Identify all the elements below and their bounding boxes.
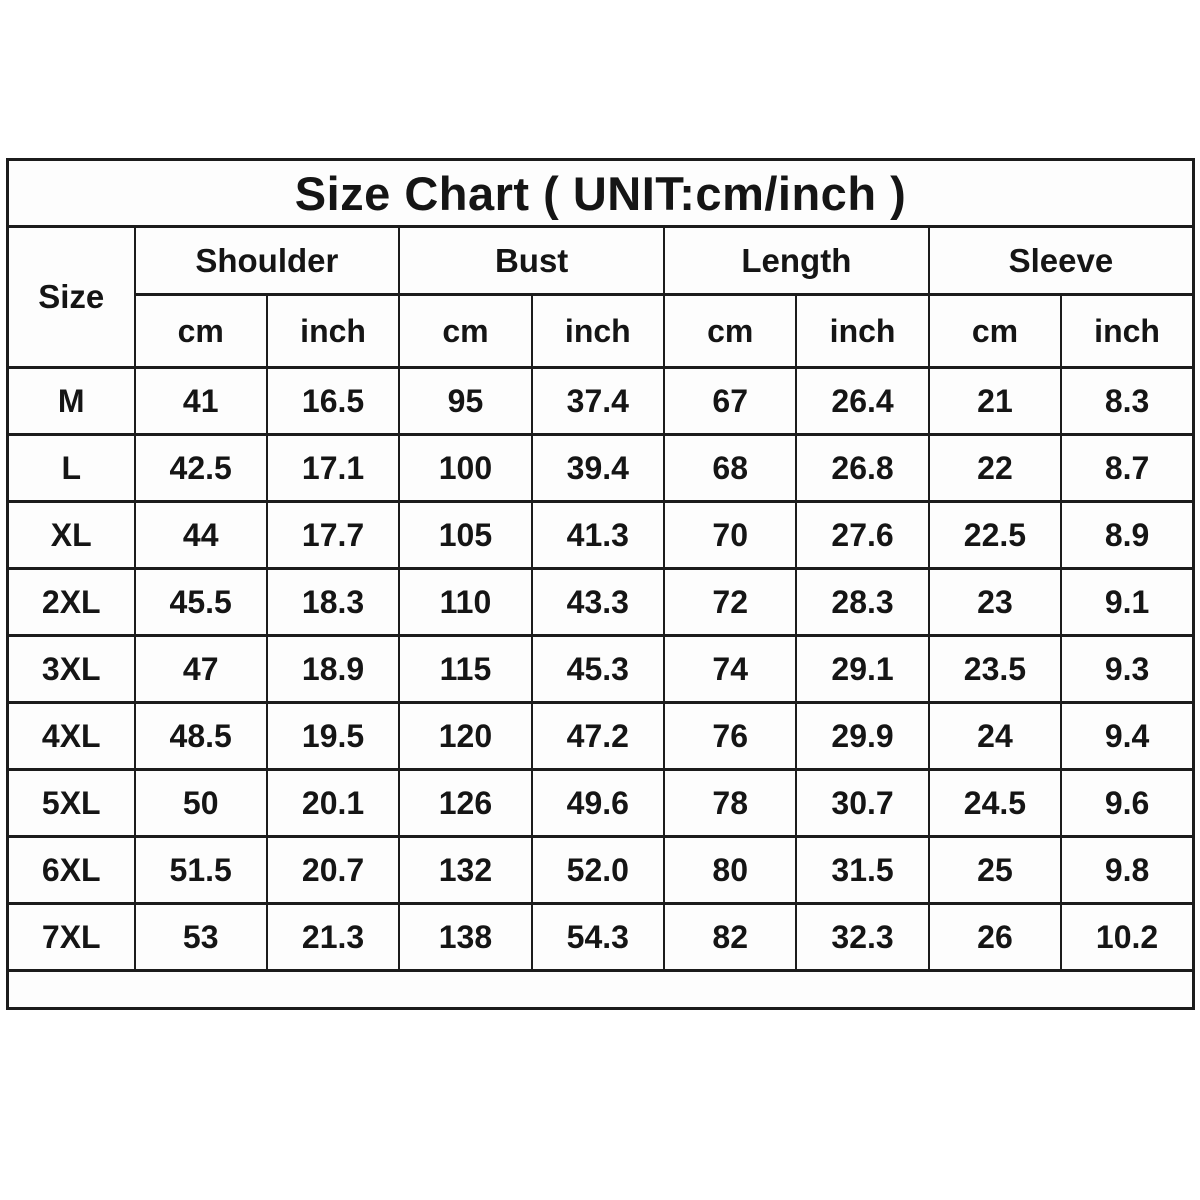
size-chart-table xyxy=(6,158,1195,1010)
unit-header-cm: cm xyxy=(399,295,531,368)
table-row xyxy=(8,368,1194,435)
table-row xyxy=(8,837,1194,904)
table-title: Size Chart ( UNIT:cm/inch ) xyxy=(8,160,1194,227)
group-header-bust: Bust xyxy=(399,227,664,295)
unit-header-inch: inch xyxy=(796,295,928,368)
measurement-cell: 82 xyxy=(664,904,796,971)
row-size-label: 7XL xyxy=(8,904,135,971)
table-row xyxy=(8,502,1194,569)
table-row xyxy=(8,703,1194,770)
measurement-cell: 67 xyxy=(664,368,796,435)
measurement-cell: 31.5 xyxy=(796,837,928,904)
measurement-cell: 21 xyxy=(929,368,1061,435)
unit-header-inch: inch xyxy=(267,295,399,368)
measurement-cell: 100 xyxy=(399,435,531,502)
unit-header-cm: cm xyxy=(664,295,796,368)
unit-header-inch: inch xyxy=(1061,295,1193,368)
measurement-cell: 25 xyxy=(929,837,1061,904)
group-header-length: Length xyxy=(664,227,929,295)
measurement-cell: 9.1 xyxy=(1061,569,1193,636)
measurement-cell: 37.4 xyxy=(532,368,664,435)
unit-header-cm: cm xyxy=(929,295,1061,368)
measurement-cell: 76 xyxy=(664,703,796,770)
measurement-cell: 138 xyxy=(399,904,531,971)
measurement-cell: 9.6 xyxy=(1061,770,1193,837)
measurement-cell: 23 xyxy=(929,569,1061,636)
table-row xyxy=(8,435,1194,502)
row-size-label: 5XL xyxy=(8,770,135,837)
measurement-cell: 18.3 xyxy=(267,569,399,636)
measurement-cell: 26.8 xyxy=(796,435,928,502)
table-row xyxy=(8,770,1194,837)
measurement-cell: 70 xyxy=(664,502,796,569)
measurement-cell: 47 xyxy=(135,636,267,703)
row-size-label: XL xyxy=(8,502,135,569)
title-row xyxy=(8,160,1194,227)
measurement-cell: 50 xyxy=(135,770,267,837)
measurement-cell: 72 xyxy=(664,569,796,636)
measurement-cell: 26 xyxy=(929,904,1061,971)
measurement-cell: 42.5 xyxy=(135,435,267,502)
measurement-cell: 30.7 xyxy=(796,770,928,837)
measurement-cell: 132 xyxy=(399,837,531,904)
measurement-cell: 16.5 xyxy=(267,368,399,435)
measurement-cell: 28.3 xyxy=(796,569,928,636)
measurement-cell: 27.6 xyxy=(796,502,928,569)
group-header-shoulder: Shoulder xyxy=(135,227,400,295)
unit-header-row xyxy=(8,295,1194,368)
measurement-cell: 20.7 xyxy=(267,837,399,904)
measurement-cell: 41 xyxy=(135,368,267,435)
measurement-cell: 26.4 xyxy=(796,368,928,435)
row-size-label: 3XL xyxy=(8,636,135,703)
measurement-cell: 24.5 xyxy=(929,770,1061,837)
unit-header-inch: inch xyxy=(532,295,664,368)
measurement-cell: 78 xyxy=(664,770,796,837)
measurement-cell: 29.9 xyxy=(796,703,928,770)
group-header-sleeve: Sleeve xyxy=(929,227,1194,295)
measurement-cell: 24 xyxy=(929,703,1061,770)
measurement-cell: 110 xyxy=(399,569,531,636)
size-column-header: Size xyxy=(8,227,135,368)
footer-row xyxy=(8,971,1194,1009)
measurement-cell: 21.3 xyxy=(267,904,399,971)
measurement-cell: 17.7 xyxy=(267,502,399,569)
table-row xyxy=(8,904,1194,971)
measurement-cell: 20.1 xyxy=(267,770,399,837)
measurement-cell: 19.5 xyxy=(267,703,399,770)
table-row xyxy=(8,636,1194,703)
measurement-cell: 9.4 xyxy=(1061,703,1193,770)
measurement-cell: 8.9 xyxy=(1061,502,1193,569)
footer-bar xyxy=(8,971,1194,1009)
row-size-label: 6XL xyxy=(8,837,135,904)
measurement-cell: 68 xyxy=(664,435,796,502)
measurement-cell: 74 xyxy=(664,636,796,703)
row-size-label: 2XL xyxy=(8,569,135,636)
measurement-cell: 47.2 xyxy=(532,703,664,770)
measurement-cell: 120 xyxy=(399,703,531,770)
measurement-cell: 54.3 xyxy=(532,904,664,971)
table-row xyxy=(8,569,1194,636)
size-table-body xyxy=(8,368,1194,971)
measurement-cell: 45.3 xyxy=(532,636,664,703)
measurement-cell: 53 xyxy=(135,904,267,971)
measurement-cell: 95 xyxy=(399,368,531,435)
measurement-cell: 49.6 xyxy=(532,770,664,837)
measurement-cell: 45.5 xyxy=(135,569,267,636)
measurement-cell: 8.7 xyxy=(1061,435,1193,502)
measurement-cell: 105 xyxy=(399,502,531,569)
measurement-cell: 29.1 xyxy=(796,636,928,703)
measurement-cell: 126 xyxy=(399,770,531,837)
measurement-cell: 43.3 xyxy=(532,569,664,636)
measurement-cell: 10.2 xyxy=(1061,904,1193,971)
measurement-cell: 9.3 xyxy=(1061,636,1193,703)
measurement-cell: 41.3 xyxy=(532,502,664,569)
row-size-label: 4XL xyxy=(8,703,135,770)
measurement-cell: 52.0 xyxy=(532,837,664,904)
measurement-cell: 115 xyxy=(399,636,531,703)
measurement-cell: 48.5 xyxy=(135,703,267,770)
unit-header-cm: cm xyxy=(135,295,267,368)
measurement-cell: 9.8 xyxy=(1061,837,1193,904)
measurement-cell: 22.5 xyxy=(929,502,1061,569)
measurement-cell: 39.4 xyxy=(532,435,664,502)
row-size-label: M xyxy=(8,368,135,435)
measurement-cell: 23.5 xyxy=(929,636,1061,703)
measurement-cell: 51.5 xyxy=(135,837,267,904)
measurement-cell: 44 xyxy=(135,502,267,569)
measurement-cell: 22 xyxy=(929,435,1061,502)
group-header-row xyxy=(8,227,1194,295)
measurement-cell: 17.1 xyxy=(267,435,399,502)
measurement-cell: 80 xyxy=(664,837,796,904)
measurement-cell: 8.3 xyxy=(1061,368,1193,435)
measurement-cell: 32.3 xyxy=(796,904,928,971)
measurement-cell: 18.9 xyxy=(267,636,399,703)
row-size-label: L xyxy=(8,435,135,502)
